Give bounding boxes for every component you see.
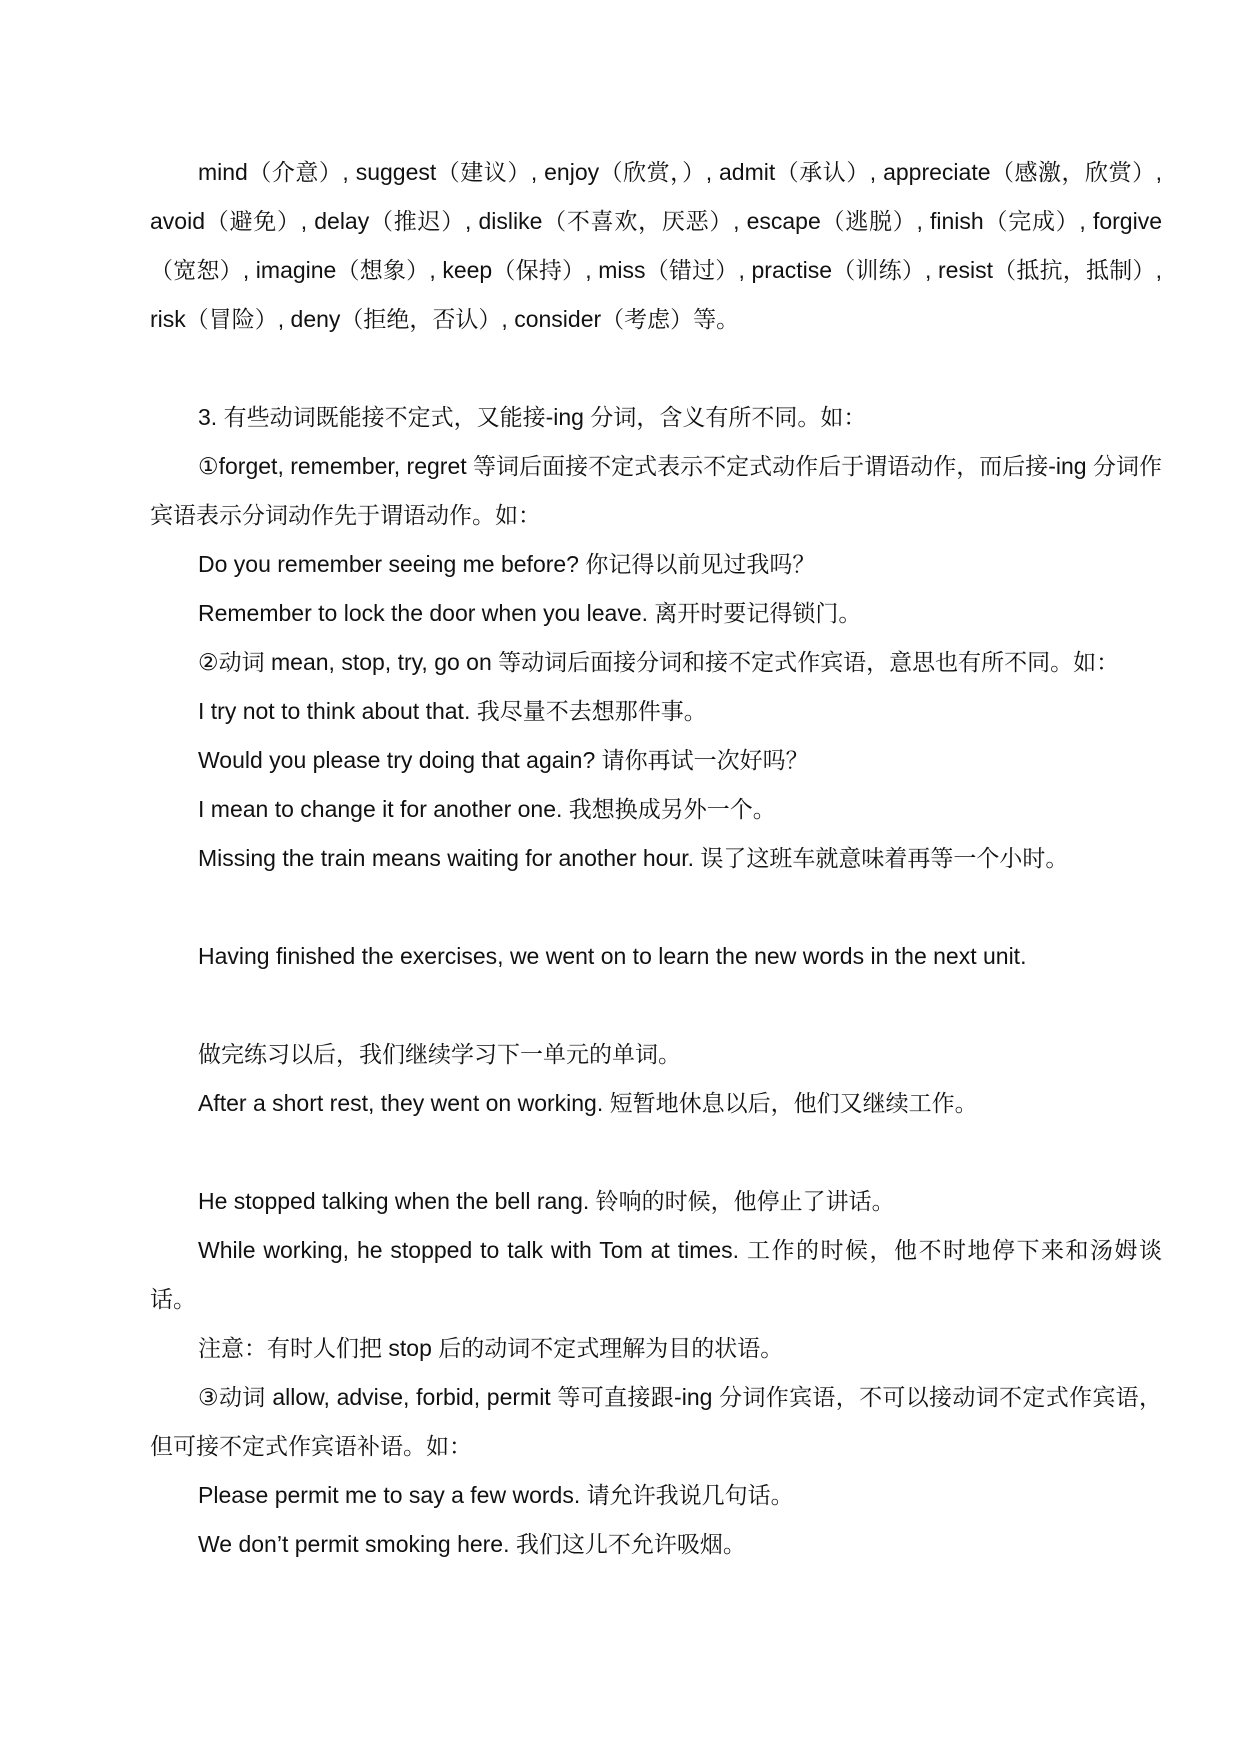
blank-line [150,883,1162,932]
document-body [150,148,1162,1569]
example-translation: 做完练习以后，我们继续学习下一单元的单词。 [198,1041,681,1067]
example-sentence: While working, he stopped to talk with Tom at times. 工作的时候，他不时地停下来和汤姆谈话。 [150,1237,1162,1312]
note-paragraph: 注意：有时人们把 stop 后的动词不定式理解为目的状语。 [198,1335,784,1361]
paragraph-point-1: ①forget, remember, regret 等词后面接不定式表示不定式动作后于谓语动作，而后接-ing 分词作宾语表示分词动作先于谓语动作。如： [150,453,1162,528]
paragraph-point-3: ③动词 allow, advise, forbid, permit 等可直接跟-ing 分词作宾语，不可以接动词不定式作宾语，但可接不定式作宾语补语。如： [150,1384,1162,1459]
paragraph-verb-list: mind（介意）, suggest（建议）, enjoy（欣赏，）, admit（承认）, appreciate（感激，欣赏）, avoid（避免）, delay（推迟）, dislike（不喜欢，厌恶）, escape（逃脱）, finish（完成）, forgive（宽恕）, imagine（想象）, keep（保持）, miss（错过）, practise（训练）, resist（抵抗，抵制）, risk（冒险）, deny（拒绝，否认）, consider（考虑）等。 [150,159,1162,332]
example-sentence: He stopped talking when the bell rang. 铃响的时候，他停止了讲话。 [198,1188,895,1214]
example-sentence: I try not to think about that. 我尽量不去想那件事。 [198,698,707,724]
paragraph-point-2: ②动词 mean, stop, try, go on 等动词后面接分词和接不定式作宾语，意思也有所不同。如： [198,649,1120,675]
example-sentence: Having finished the exercises, we went on to learn the new words in the next unit. [198,943,1027,969]
paragraph-section-3: 3. 有些动词既能接不定式，又能接-ing 分词，含义有所不同。如： [198,404,867,430]
example-sentence: Missing the train means waiting for another hour. 误了这班车就意味着再等一个小时。 [198,845,1069,871]
example-sentence: Remember to lock the door when you leave. 离开时要记得锁门。 [198,600,862,626]
blank-line [150,981,1162,1030]
blank-line [150,1128,1162,1177]
example-sentence: Please permit me to say a few words. 请允许我说几句话。 [198,1482,794,1508]
blank-line [150,344,1162,393]
example-sentence: Would you please try doing that again? 请你再试一次好吗？ [198,747,809,773]
example-sentence: After a short rest, they went on working. 短暂地休息以后，他们又继续工作。 [198,1090,978,1116]
example-sentence: Do you remember seeing me before? 你记得以前见过我吗？ [198,551,816,577]
example-sentence: We don’t permit smoking here. 我们这儿不允许吸烟。 [198,1531,746,1557]
example-sentence: I mean to change it for another one. 我想换成另外一个。 [198,796,776,822]
